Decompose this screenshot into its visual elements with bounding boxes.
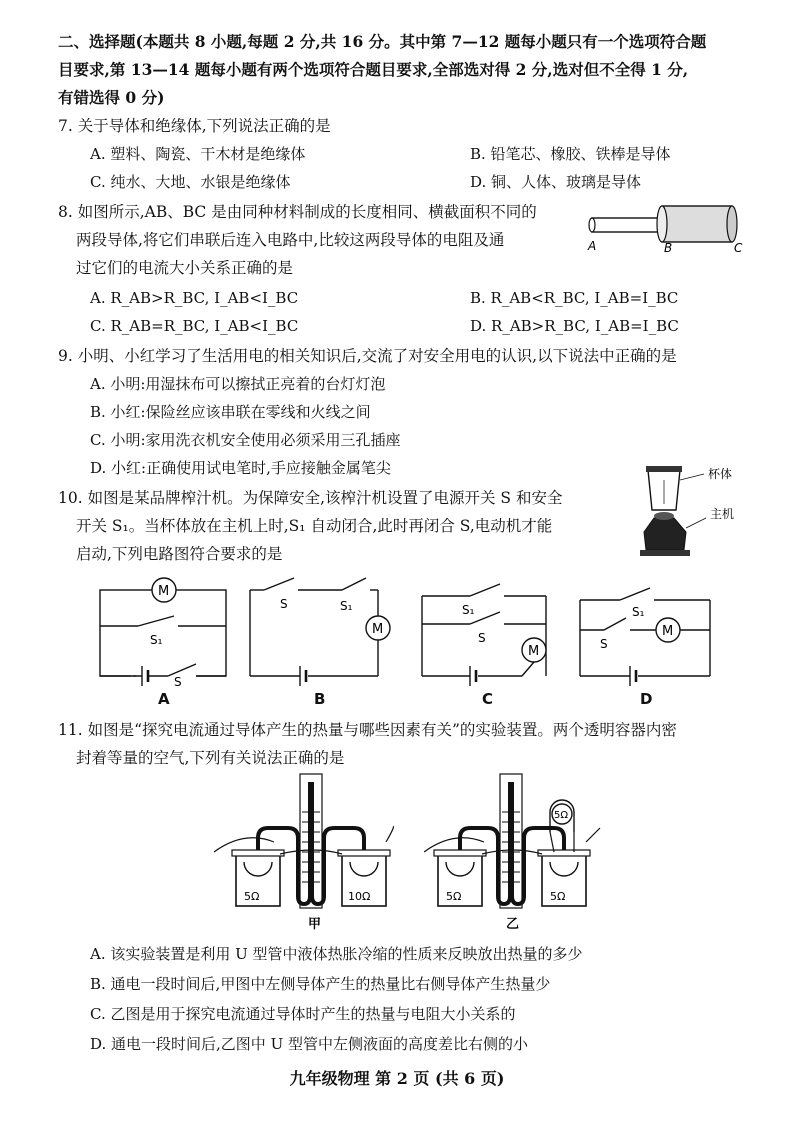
circuit-c [414,568,564,686]
yi-left-resistor: 5Ω [446,890,462,903]
q10-stem-line-3: 启动,下列电路图符合要求的是 [76,545,283,563]
circuit-c-caption: C [482,690,494,708]
circuit-a-s1: S₁ [150,633,163,647]
yi-caption: 乙 [506,917,520,932]
q9-option-d: D. 小红:正确使用试电笔时,手应接触金属笔尖 [90,459,391,477]
jia-right-resistor: 10Ω [348,890,371,903]
circuit-a-caption: A [158,690,170,708]
q11-option-b: B. 通电一段时间后,甲图中左侧导体产生的热量比右侧导体产生热量少 [90,975,551,993]
q9-stem: 9. 小明、小红学习了生活用电的相关知识后,交流了对安全用电的认识,以下说法中正确的是 [58,347,677,365]
q7-option-b: B. 铅笔芯、橡胶、铁棒是导体 [470,145,671,163]
circuit-d [574,568,724,686]
circuit-b-s: S [280,597,288,611]
section-header-line-3: 有错选得 0 分) [58,88,165,107]
circuit-a-s: S [174,675,182,686]
q8-stem-line-3: 过它们的电流大小关系正确的是 [76,259,294,277]
circuit-b-s1: S₁ [340,599,353,613]
conductor-figure [582,202,752,254]
q10-stem-line-2: 开关 S₁。当杯体放在主机上时,S₁ 自动闭合,此时再闭合 S,电动机才能 [76,517,553,535]
q9-option-c: C. 小明:家用洗衣机安全使用必须采用三孔插座 [90,431,401,449]
circuit-b-caption: B [314,690,326,708]
circuit-c-s1: S₁ [462,603,475,617]
conductor-label-c: C [734,241,743,254]
q11-stem-line-2: 封着等量的空气,下列有关说法正确的是 [76,749,345,767]
q11-stem-line-1: 11. 如图是“探究电流通过导体产生的热量与哪些因素有关”的实验装置。两个透明容器内密 [58,721,677,739]
circuit-c-motor: M [528,644,540,659]
jia-caption: 甲 [308,917,322,932]
circuit-d-s: S [600,637,608,651]
circuit-a [92,568,240,686]
q7-option-c: C. 纯水、大地、水银是绝缘体 [90,173,291,191]
circuit-c-s: S [478,631,486,645]
q9-option-b: B. 小红:保险丝应该串联在零线和火线之间 [90,403,371,421]
yi-top-resistor: 5Ω [554,810,569,821]
q8-option-c: C. R_AB=R_BC, I_AB<I_BC [90,317,299,335]
q7-option-d: D. 铜、人体、玻璃是导体 [470,173,642,191]
q7-option-a: A. 塑料、陶瓷、干木材是绝缘体 [90,145,306,163]
section-header-line-1: 二、选择题(本题共 8 小题,每题 2 分,共 16 分。其中第 7—12 题每小题只有一个选项符合题 [58,32,707,51]
q8-option-d: D. R_AB>R_BC, I_AB=I_BC [470,317,679,335]
q10-stem-line-1: 10. 如图是某品牌榨汁机。为保障安全,该榨汁机设置了电源开关 S 和安全 [58,489,563,507]
experiment-jia [214,772,394,940]
conductor-label-a: A [588,239,597,253]
q8-option-a: A. R_AB>R_BC, I_AB<I_BC [90,289,299,307]
q7-stem: 7. 关于导体和绝缘体,下列说法正确的是 [58,117,331,135]
q11-option-a: A. 该实验装置是利用 U 型管中液体热胀冷缩的性质来反映放出热量的多少 [90,945,583,963]
juicer-figure [630,458,754,568]
yi-right-resistor: 5Ω [550,890,566,903]
circuit-b [244,568,394,686]
circuit-a-motor: M [158,584,170,599]
section-header-line-2: 目要求,第 13—14 题每小题有两个选项符合题目要求,全部选对得 2 分,选对但不全得 1 分, [58,60,689,79]
q11-option-c: C. 乙图是用于探究电流通过导体时产生的热量与电阻大小关系的 [90,1005,516,1023]
page-footer: 九年级物理 第 2 页 (共 6 页) [289,1069,505,1088]
q8-option-b: B. R_AB<R_BC, I_AB=I_BC [470,289,679,307]
cup-label: 杯体 [708,467,733,481]
q8-stem-line-2: 两段导体,将它们串联后连入电路中,比较这两段导体的电阻及通 [76,231,505,249]
circuit-d-s1: S₁ [632,605,645,619]
q11-option-d: D. 通电一段时间后,乙图中 U 型管中左侧液面的高度差比右侧的小 [90,1035,528,1053]
circuit-b-motor: M [372,622,384,637]
q9-option-a: A. 小明:用湿抹布可以擦拭正亮着的台灯灯泡 [90,375,386,393]
conductor-label-b: B [664,241,673,254]
q8-stem-line-1: 8. 如图所示,AB、BC 是由同种材料制成的长度相同、横截面积不同的 [58,203,537,221]
base-label: 主机 [710,507,735,521]
jia-left-resistor: 5Ω [244,890,260,903]
circuit-d-motor: M [662,624,674,639]
circuit-d-caption: D [640,690,653,708]
experiment-yi [424,772,604,940]
